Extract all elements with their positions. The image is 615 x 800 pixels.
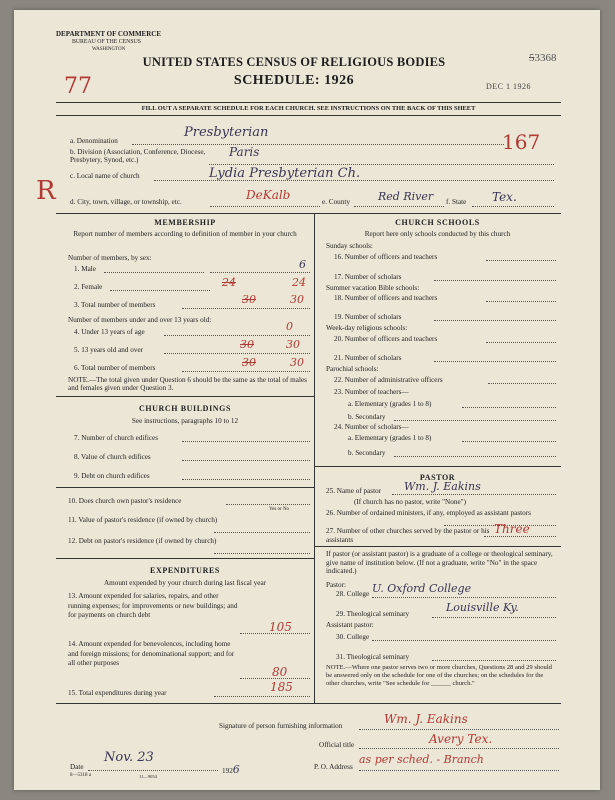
summer-scholars-label: 19. Number of scholars [334, 313, 402, 321]
weekday-schools-label: Week-day religious schools: [326, 324, 408, 332]
state-label: f. State [446, 198, 467, 206]
schedule-title: SCHEDULE: 1926 [233, 73, 355, 88]
total-members-age-struck: 30 [242, 356, 256, 369]
local-name-value: Lydia Presbyterian Ch. [209, 166, 361, 181]
pastor-note: NOTE.—Where one pastor serves two or more churches, Questions 28 and 29 should be answered only on the schedule for one of the churches; on the schedules for the other churches, write "See schedule for ______ church." [326, 664, 552, 687]
signature-value: Wm. J. Eakins [384, 712, 468, 726]
scholars-label: 24. Number of scholars— [334, 423, 409, 431]
female-label: 2. Female [74, 283, 103, 291]
under-13-value: 0 [286, 320, 293, 333]
division-value: Paris [229, 145, 260, 159]
division-label: b. Division (Association, Conference, Diocese, Presbytery, Synod, etc.) [70, 148, 206, 164]
pastor-residence-debt-label: 12. Debt on pastor's residence (if owned by church) [68, 537, 217, 545]
received-date-stamp: DEC 1 1926 [486, 82, 531, 91]
male-value: 6 [299, 258, 306, 271]
official-title-value: Avery Tex. [429, 732, 493, 746]
denomination-value: Presbyterian [184, 125, 269, 140]
membership-note: NOTE.—The total given under Question 6 should be the same as the total of males and females given under Question 3. [68, 376, 307, 392]
pastor-seminary-label: 29. Theological seminary [336, 610, 410, 618]
pastor-seminary-value: Louisville Ky. [446, 601, 519, 614]
pastor-education-label: Pastor: [326, 581, 346, 589]
summer-officers-label: 18. Number of officers and teachers [334, 294, 438, 302]
bureau-label: BUREAU OF THE CENSUS [72, 39, 141, 45]
year-label: 1926 [222, 763, 240, 776]
weekday-officers-label: 20. Number of officers and teachers [334, 335, 438, 343]
census-schedule-sheet [14, 10, 600, 790]
schools-subtitle: Report here only schools conducted by this church [364, 230, 511, 238]
total-expenditures-label: 15. Total expenditures during year [68, 689, 167, 697]
date-label: Date [70, 763, 84, 771]
denomination-label: a. Denomination [70, 137, 118, 145]
edifices-number-label: 7. Number of church edifices [74, 434, 159, 442]
state-value: Tex. [492, 190, 517, 204]
buildings-subtitle: See instructions, paragraphs 10 to 12 [131, 417, 239, 425]
total-members-value: 30 [290, 293, 304, 306]
pastor-title: PASTOR [419, 473, 456, 482]
scholars-secondary-label: b. Secondary [348, 449, 386, 457]
pastor-college-value: U. Oxford College [372, 582, 472, 595]
schools-title: CHURCH SCHOOLS [395, 218, 480, 227]
edifices-value-label: 8. Value of church edifices [74, 453, 151, 461]
female-struck-value: 24 [222, 276, 236, 289]
total-expenditures-value: 185 [270, 680, 293, 694]
scholars-elementary-label: a. Elementary (grades 1 to 8) [348, 434, 432, 442]
graduate-note: If pastor (or assistant pastor) is a graduate of a college or theological seminary, give name of institution below. (If not a graduate, write "No" in the space indicated.) [326, 550, 553, 575]
margin-mark: R [36, 176, 56, 206]
pastor-name-label: 25. Name of pastor [326, 487, 382, 495]
signature-label: Signature of person furnishing information [219, 722, 343, 730]
teachers-secondary-label: b. Secondary [348, 413, 386, 421]
handwritten-code: 167 [502, 130, 541, 154]
over-13-label: 5. 13 years old and over [74, 346, 144, 354]
members-by-sex-label: Number of members, by sex: [68, 254, 152, 262]
weekday-scholars-label: 21. Number of scholars [334, 354, 402, 362]
po-address-label: P. O. Address [314, 763, 353, 771]
yes-no-hint: Yes or No [269, 507, 290, 512]
membership-title: MEMBERSHIP [154, 218, 216, 227]
county-label: e. County [322, 198, 350, 206]
members-by-age-label: Number of members under and over 13 years old: [68, 316, 212, 324]
department-label: DEPARTMENT OF COMMERCE [56, 30, 162, 38]
total-members-age-value: 30 [290, 356, 304, 369]
separate-schedule-instructions: FILL OUT A SEPARATE SCHEDULE FOR EACH CHURCH. SEE INSTRUCTIONS ON THE BACK OF THIS SHEET [141, 105, 476, 112]
official-title-label: Official title [319, 741, 355, 749]
pastor-college-label: 28. College [336, 590, 370, 598]
no-pastor-hint: (If church has no pastor, write "None") [354, 498, 466, 506]
running-expenses-value: 105 [269, 620, 292, 634]
over-13-value: 30 [286, 338, 300, 351]
total-members-age-label: 6. Total number of members [74, 364, 156, 372]
expenditures-title: EXPENDITURES [150, 566, 220, 575]
parochial-schools-label: Parochial schools: [326, 365, 379, 373]
over-13-struck: 30 [240, 338, 254, 351]
teachers-elementary-label: a. Elementary (grades 1 to 8) [348, 400, 432, 408]
county-value: Red River [378, 190, 434, 203]
local-name-label: c. Local name of church [70, 172, 140, 180]
running-expenses-label: 13. Amount expended for salaries, repairs, and other running expenses; for improvements or new buildings; and for payments on church debt [68, 592, 238, 619]
female-value: 24 [292, 276, 306, 289]
po-address-value: as per sched. - Branch [359, 753, 484, 766]
assistant-college-label: 30. College [336, 633, 370, 641]
city-value: DeKalb [246, 188, 291, 202]
total-members-label: 3. Total number of members [74, 301, 156, 309]
stamp-number: 53368 [529, 52, 557, 64]
assistant-pastor-label: Assistant pastor: [326, 621, 374, 629]
form-code: 8—5318 a [70, 773, 91, 778]
benevolences-label: 14. Amount expended for benevolences, including home and foreign missions; for denominational support; and for all other purposes [68, 640, 235, 667]
ordained-ministers-label: 26. Number of ordained ministers, if any, employed as assistant pastors [326, 509, 531, 517]
pastor-name-value: Wm. J. Eakins [404, 480, 481, 493]
other-churches-label: 27. Number of other churches served by the pastor or his assistants [326, 527, 490, 544]
teachers-label: 23. Number of teachers— [334, 388, 409, 396]
pastor-residence-label: 10. Does church own pastor's residence [68, 497, 182, 505]
edifices-debt-label: 9. Debt on church edifices [74, 472, 150, 480]
date-value: Nov. 23 [104, 750, 154, 765]
administrative-officers-label: 22. Number of administrative officers [334, 376, 443, 384]
under-13-label: 4. Under 13 years of age [74, 328, 145, 336]
membership-subtitle: Report number of members according to definition of member in your church [73, 230, 297, 238]
total-members-struck: 30 [242, 293, 256, 306]
expenditures-subtitle: Amount expended by your church during last fiscal year [103, 579, 267, 587]
buildings-title: CHURCH BUILDINGS [138, 404, 232, 413]
sunday-officers-label: 16. Number of officers and teachers [334, 253, 438, 261]
form-title: UNITED STATES CENSUS OF RELIGIOUS BODIES [142, 55, 446, 69]
form-code-2: 11—9054 [139, 774, 157, 779]
male-label: 1. Male [74, 265, 96, 273]
pastor-residence-value-label: 11. Value of pastor's residence (if owned by church) [68, 516, 218, 524]
sunday-schools-label: Sunday schools: [326, 242, 373, 250]
summer-schools-label: Summer vacation Bible schools: [326, 284, 420, 292]
benevolences-value: 80 [272, 665, 288, 679]
city-label: d. City, town, village, or township, etc. [70, 198, 182, 206]
handwritten-number: 77 [64, 74, 92, 99]
other-churches-value: Three [494, 522, 530, 536]
sunday-scholars-label: 17. Number of scholars [334, 273, 402, 281]
city-label: WASHINGTON [92, 47, 126, 52]
assistant-seminary-label: 31. Theological seminary [336, 653, 410, 661]
